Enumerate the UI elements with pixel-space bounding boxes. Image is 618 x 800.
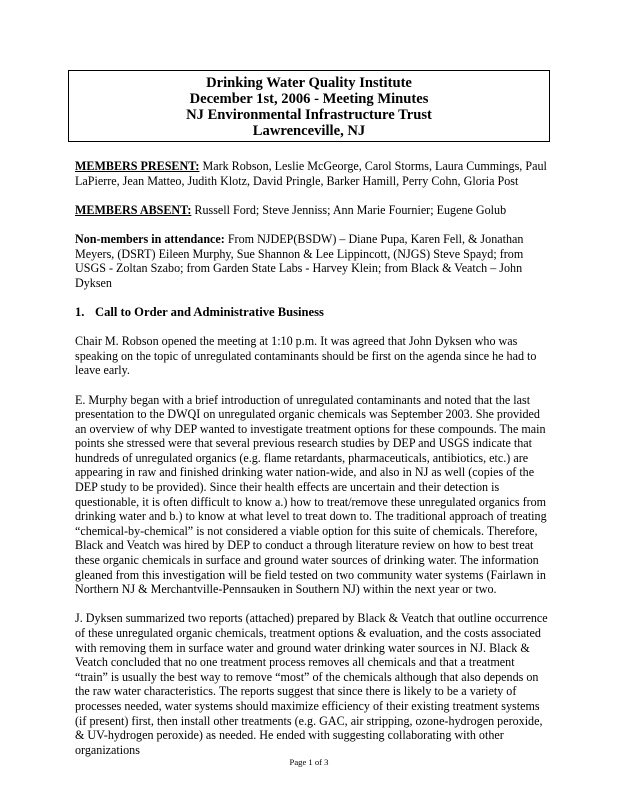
- non-members-list: From NJDEP(BSDW) – Diane Pupa, Karen Fell, & Jonathan Meyers, (DSRT) Eileen Murphy, Sue Shannon & Lee Lippincott, (NJGS) Steve Spayd; from USGS - Zoltan Szabo; from Garden State Labs - Harvey Klein; from Black & Veatch – John Dyksen: [75, 231, 524, 290]
- title-city: Lawrenceville, NJ: [252, 123, 366, 139]
- non-members-label: Non-members in attendance:: [75, 231, 225, 246]
- paragraph-murphy-introduction: E. Murphy began with a brief introduction of unregulated contaminants and noted that the last presentation to the DWQI on unregulated organic chemicals was September 2003. She provided an overview of why DEP wanted to investigate treatment options for these compounds. The main points she stressed were that several previous research studies by DEP and USGS indicate that hundreds of unregulated organics (e.g. flame retardants, pharmaceuticals, antibiotics, etc.) are appearing in raw and finished drinking water nation-wide, and also in NJ as well (copies of the DEP study to be provided). Since their health effects are uncertain and their detection is questionable, it is often difficult to know a.) how to treat/remove these unregulated organics from drinking water and b.) to know at what level to treat down to. The traditional approach of treating “chemical-by-chemical” is not considered a viable option for this suite of chemicals. Therefore, Black and Veatch was hired by DEP to conduct a through literature review on how to best treat these organic chemicals in surface and ground water sources of drinking water. The information gleaned from this investigation will be field tested on two community water systems (Fairlawn in Northern NJ & Merchantville-Pennsauken in Southern NJ) within the next year or two.: [75, 392, 547, 597]
- members-absent-label: MEMBERS ABSENT:: [75, 202, 192, 217]
- members-present-label: MEMBERS PRESENT:: [75, 159, 200, 173]
- section-heading: [75, 305, 550, 320]
- title-location-trust: NJ Environmental Infrastructure Trust: [186, 107, 432, 123]
- members-absent-list: Russell Ford; Steve Jenniss; Ann Marie Fournier; Eugene Golub: [191, 202, 507, 217]
- members-present-paragraph: [75, 159, 550, 188]
- paragraph-call-to-order: Chair M. Robson opened the meeting at 1:10 p.m. It was agreed that John Dyksen who was speaking on the topic of unregulated contaminants should be first on the agenda since he had to leave early.: [75, 334, 537, 378]
- section-number: 1.: [75, 304, 85, 319]
- title-box: [68, 70, 550, 142]
- title-institute: Drinking Water Quality Institute: [206, 75, 412, 91]
- section-title: Call to Order and Administrative Business: [95, 304, 324, 319]
- document-body: [75, 159, 550, 772]
- paragraph-dyksen-summary: J. Dyksen summarized two reports (attached) prepared by Black & Veatch that outline occurrence of these unregulated organic chemicals, treatment options & evaluation, and the costs associated with removing them in surface water and ground water drinking water sources in NJ. Black & Veatch concluded that no one treatment process removes all chemicals and that a treatment “train” is usually the best way to remove “most” of the chemicals although that also depends on the raw water characteristics. The reports suggest that since there is likely to be a variety of processes needed, water systems should maximize efficiency of their existing treatment systems (if present) first, then install other treatments (e.g. GAC, air stripping, ozone-hydrogen peroxide, & UV-hydrogen peroxide) as needed. He ended with suggesting collaborating with other organizations: [75, 611, 548, 757]
- title-date: December 1st, 2006 - Meeting Minutes: [189, 91, 429, 107]
- members-absent-paragraph: [75, 203, 550, 218]
- non-members-paragraph: [75, 232, 550, 290]
- members-present-list: Mark Robson, Leslie McGeorge, Carol Storms, Laura Cummings, Paul LaPierre, Jean Matteo, Judith Klotz, David Pringle, Barker Hamill, Perry Cohn, Gloria Post: [75, 159, 547, 188]
- page-number: Page 1 of 3: [289, 757, 329, 767]
